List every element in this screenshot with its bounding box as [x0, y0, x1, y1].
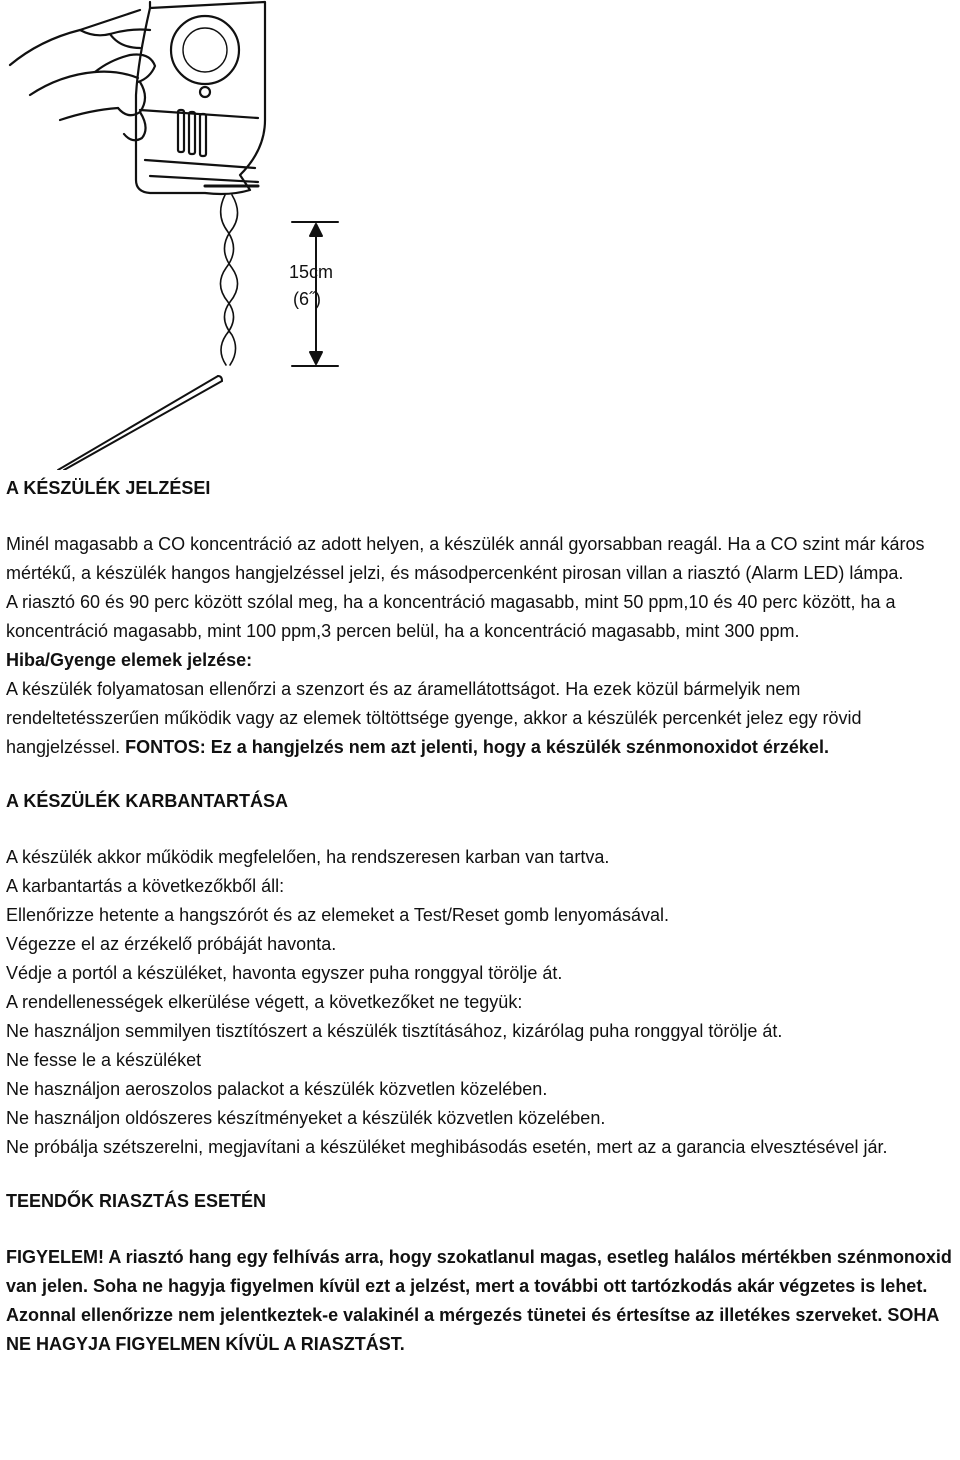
maintenance-line: Ne használjon aeroszolos palackot a készülék közvetlen közelében.	[6, 1079, 548, 1099]
test-rod-icon	[58, 376, 222, 470]
signals-para-3-important: FONTOS: Ez a hangjelzés nem azt jelenti, hogy a készülék szénmonoxidot érzékel.	[125, 737, 829, 757]
heading-signals: A KÉSZÜLÉK JELZÉSEI	[6, 478, 211, 498]
alarm-warning: FIGYELEM! A riasztó hang egy felhívás arra, hogy szokatlanul magas, esetleg halálos mértékben szénmonoxid van jelen. Soha ne hagyja figyelmen kívül ezt a jelzést, mert a további ott tartózkodás akár végzetes is lehet. Azonnal ellenőrizze nem jelentkeztek-e valakinél a mérgezés tünetei és értesítse az illetékes szerveket. SOHA NE HAGYJA FIGYELMEN KÍVÜL A RIASZTÁST.	[6, 1247, 952, 1354]
maintenance-line: Ne próbálja szétszerelni, megjavítani a készüléket meghibásodás esetén, mert az a garancia elvesztésével jár.	[6, 1137, 888, 1157]
maintenance-list	[6, 843, 956, 1162]
signals-para-1: Minél magasabb a CO koncentráció az adott helyen, a készülék annál gyorsabban reagál. Ha a CO szint már káros mértékű, a készülék hangos hangjelzéssel jelzi, és másodpercenként pirosan villan a riasztó (Alarm LED) lámpa.	[6, 534, 925, 583]
co-detector-icon	[136, 2, 265, 194]
document-body	[6, 474, 956, 1359]
measure-label-cm: 15cm	[289, 262, 334, 282]
maintenance-line: A karbantartás a következőkből áll:	[6, 876, 285, 896]
heading-alarm-actions: TEENDŐK RIASZTÁS ESETÉN	[6, 1191, 267, 1211]
installation-illustration	[0, 0, 400, 470]
maintenance-line: Ne használjon semmilyen tisztítószert a készülék tisztításához, kizárólag puha ronggyal törölje át.	[6, 1021, 783, 1041]
signals-para-3-text: A készülék folyamatosan ellenőrzi a szenzort és az áramellátottságot. Ha ezek közül bármelyik nem rendeltetésszerűen működik vagy az elemek töltöttsége gyenge, akkor a készülék percenkét jelez egy rövid hangjelzéssel.	[6, 679, 862, 757]
maintenance-line: Ellenőrizze hetente a hangszórót és az elemeket a Test/Reset gomb lenyomásával.	[6, 905, 670, 925]
maintenance-line: Ne fesse le a készüléket	[6, 1050, 202, 1070]
hand-icon	[10, 10, 155, 140]
signals-para-2: A riasztó 60 és 90 perc között szólal meg, ha a koncentráció magasabb, mint 50 ppm,10 és 40 perc között, ha a koncentráció magasabb, mint 100 ppm,3 percen belül, ha a koncentráció magasabb, mint 300 ppm.	[6, 592, 896, 641]
maintenance-line: A rendellenességek elkerülése végett, a következőket ne tegyük:	[6, 992, 523, 1012]
wire-icon	[220, 195, 237, 365]
subheading-low-battery: Hiba/Gyenge elemek jelzése:	[6, 650, 253, 670]
signals-para-3	[6, 675, 956, 762]
maintenance-line: Ne használjon oldószeres készítményeket a készülék közvetlen közelében.	[6, 1108, 606, 1128]
measure-label-in: (6˝)	[293, 289, 321, 309]
maintenance-line: Végezze el az érzékelő próbáját havonta.	[6, 934, 337, 954]
heading-maintenance: A KÉSZÜLÉK KARBANTARTÁSA	[6, 791, 288, 811]
maintenance-line: A készülék akkor működik megfelelően, ha rendszeresen karban van tartva.	[6, 847, 610, 867]
maintenance-line: Védje a portól a készüléket, havonta egyszer puha ronggyal törölje át.	[6, 963, 563, 983]
